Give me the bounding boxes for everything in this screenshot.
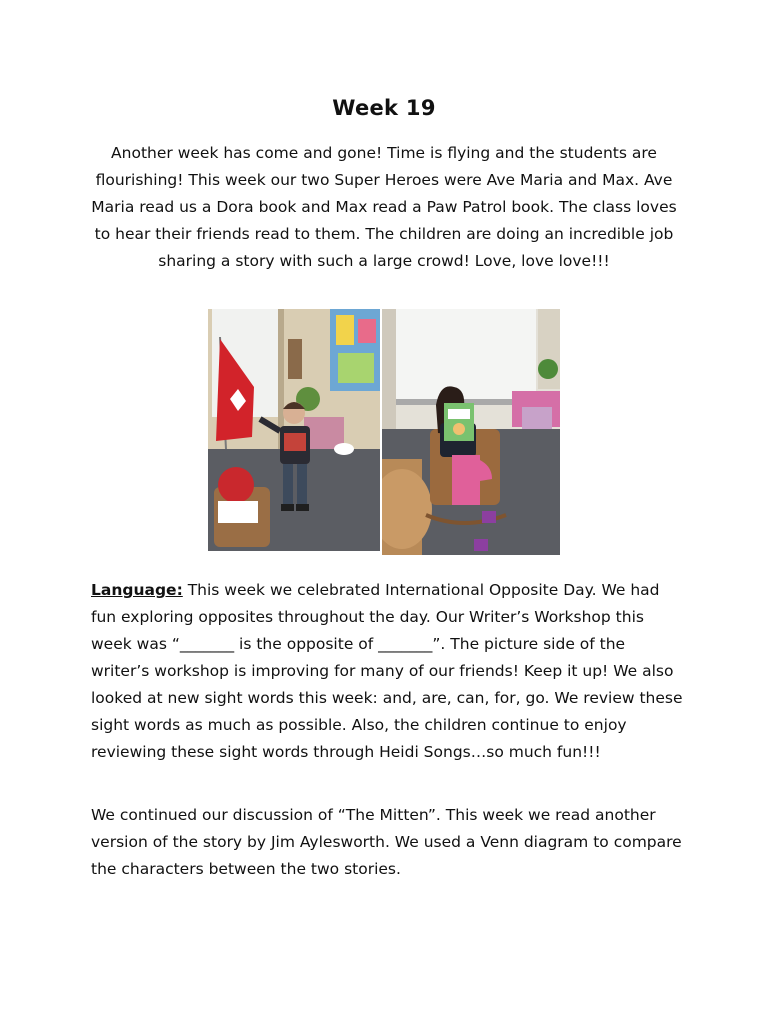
- language-paragraph: [91, 577, 686, 766]
- mitten-paragraph: We continued our discussion of “The Mitten”. This week we read another version of the story by Jim Aylesworth. We used a Venn diagram to compare the characters between the two stories.: [91, 806, 682, 878]
- page-title: Week 19: [332, 96, 436, 120]
- language-label: Language:: [91, 581, 183, 599]
- language-text: This week we celebrated International Opposite Day. We had fun exploring opposites throughout the day. Our Writer’s Workshop this week was “_______ is the opposite of _______”. The picture side of the writer’s workshop is improving for many of our friends! Keep it up! We also looked at new sight words this week: and, are, can, for, go. We review these sight words as much as possible. Also, the children continue to enjoy reviewing these sight words through Heidi Songs…so much fun!!!: [91, 581, 683, 761]
- photo-row: [208, 309, 560, 555]
- photo-girl-reading: [382, 309, 560, 555]
- intro-paragraph: Another week has come and gone! Time is flying and the students are flourishing! This week our two Super Heroes were Ave Maria and Max. Ave Maria read us a Dora book and Max read a Paw Patrol book. The class loves to hear their friends read to them. The children are doing an incredible job sharing a story with such a large crowd! Love, love love!!!: [91, 144, 677, 270]
- photo-boy-with-flag: [208, 309, 380, 551]
